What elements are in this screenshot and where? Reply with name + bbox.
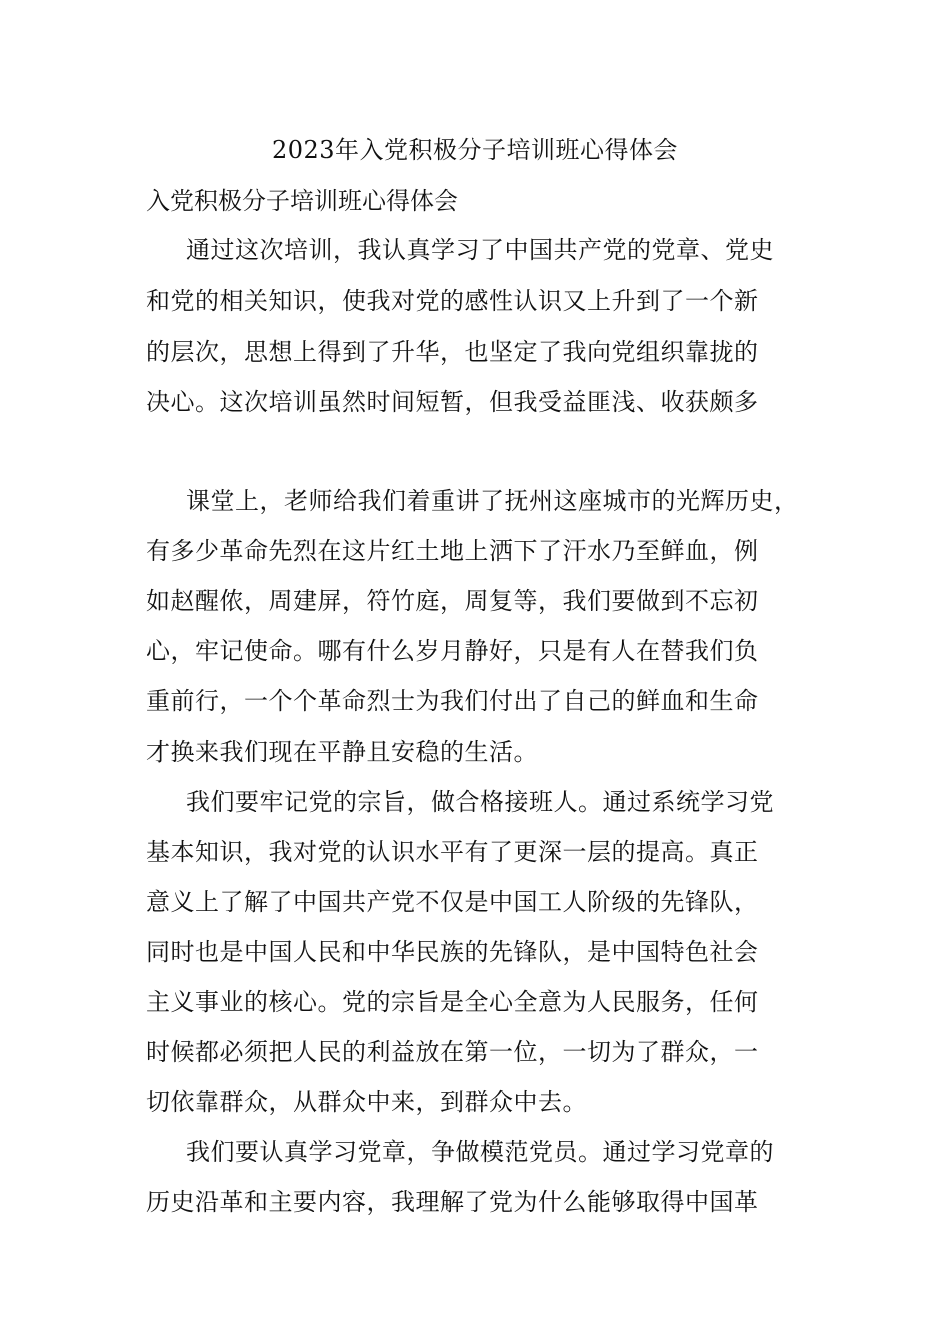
body-line-8: 心，牢记使命。哪有什么岁月静好，只是有人在替我们负 (146, 637, 759, 665)
body-line-9: 重前行，一个个革命烈士为我们付出了自己的鲜血和生命 (146, 687, 759, 715)
body-line-16: 时候都必须把人民的利益放在第一位，一切为了群众，一 (146, 1038, 759, 1066)
body-line-15: 主义事业的核心。党的宗旨是全心全意为人民服务，任何 (146, 988, 759, 1016)
body-line-13: 意义上了解了中国共产党不仅是中国工人阶级的先锋队， (146, 888, 759, 916)
body-line-12: 基本知识，我对党的认识水平有了更深一层的提高。真正 (146, 838, 759, 866)
document-subtitle: 入党积极分子培训班心得体会 (146, 187, 458, 215)
body-line-7: 如赵醒侬，周建屏，符竹庭，周复等，我们要做到不忘初 (146, 587, 759, 615)
body-line-18: 我们要认真学习党章，争做模范党员。通过学习党章的 (186, 1138, 774, 1166)
document-title: 2023年入党积极分子培训班心得体会 (271, 136, 679, 164)
body-line-10: 才换来我们现在平静且安稳的生活。 (146, 738, 538, 766)
body-line-1: 通过这次培训，我认真学习了中国共产党的党章、党史 (186, 236, 774, 264)
body-line-4: 决心。这次培训虽然时间短暂，但我受益匪浅、收获颇多 (146, 388, 759, 416)
body-line-17: 切依靠群众，从群众中来，到群众中去。 (146, 1088, 587, 1116)
body-line-11: 我们要牢记党的宗旨，做合格接班人。通过系统学习党 (186, 788, 774, 816)
body-line-5: 课堂上，老师给我们着重讲了抚州这座城市的光辉历史， (186, 487, 799, 515)
body-line-3: 的层次，思想上得到了升华，也坚定了我向党组织靠拢的 (146, 338, 759, 366)
body-line-2: 和党的相关知识，使我对党的感性认识又上升到了一个新 (146, 287, 759, 315)
body-line-19: 历史沿革和主要内容，我理解了党为什么能够取得中国革 (146, 1188, 759, 1216)
body-line-6: 有多少革命先烈在这片红土地上洒下了汗水乃至鲜血，例 (146, 537, 759, 565)
body-line-14: 同时也是中国人民和中华民族的先锋队，是中国特色社会 (146, 938, 759, 966)
